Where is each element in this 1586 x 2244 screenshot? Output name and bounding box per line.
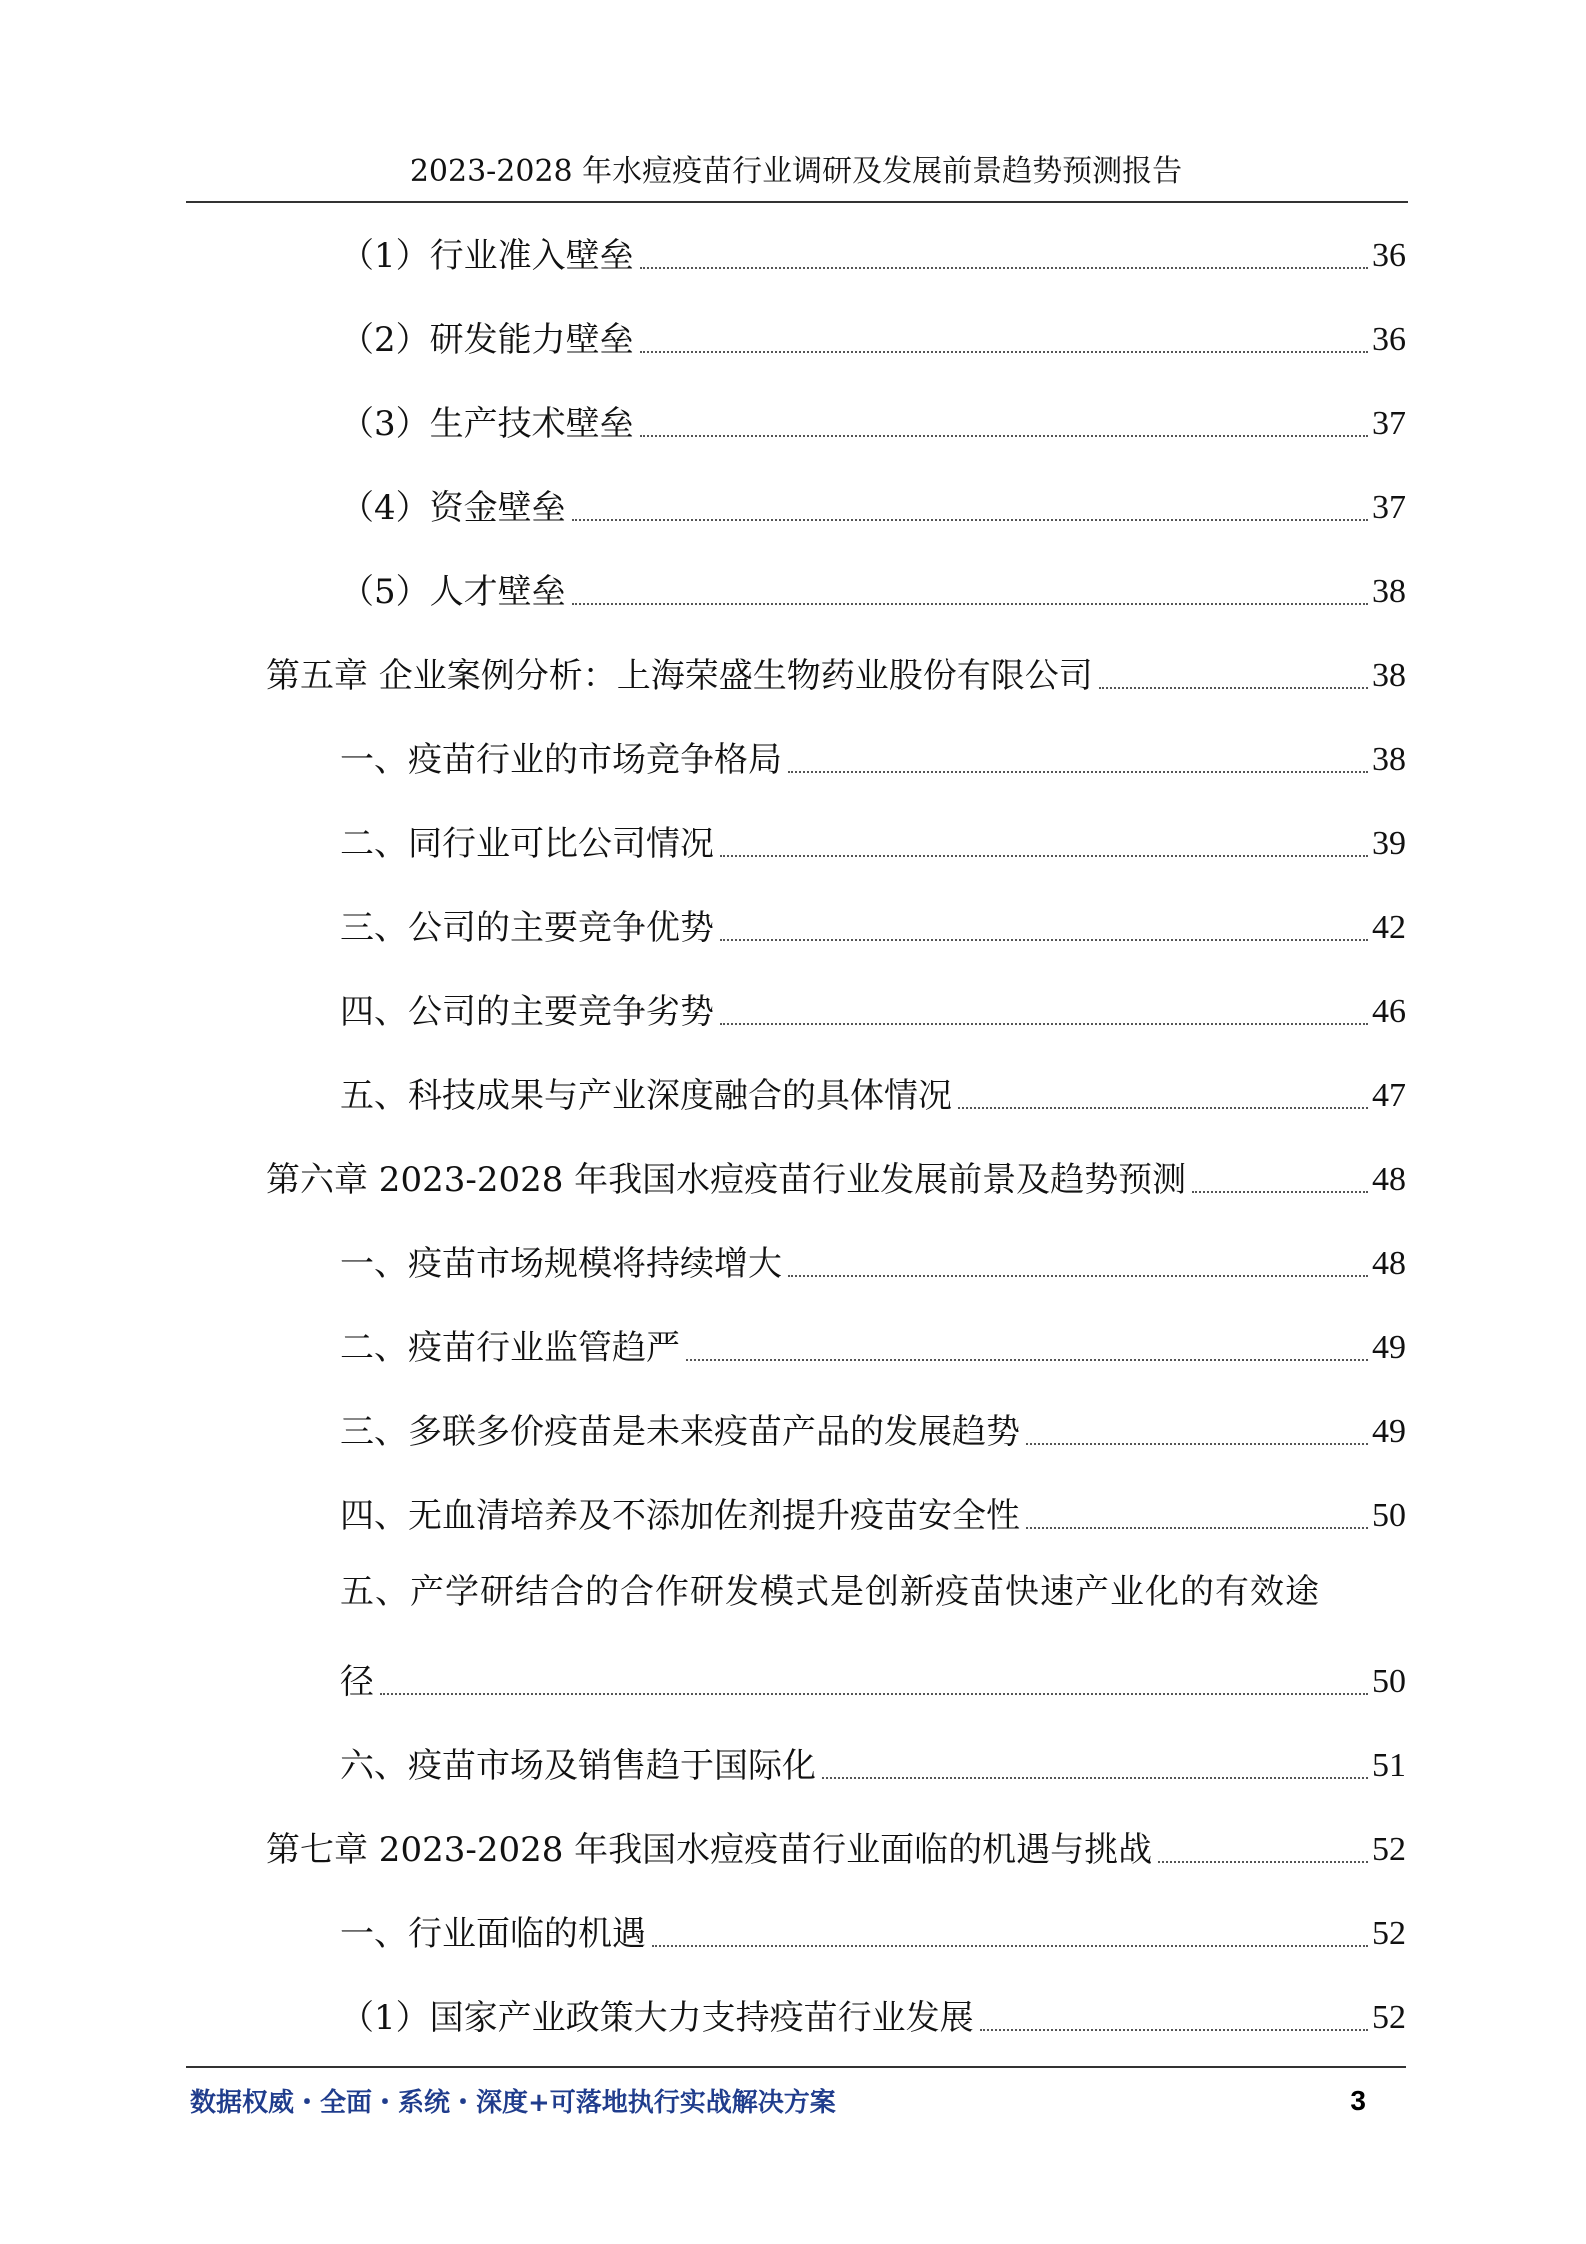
toc-dot-leader — [1192, 1191, 1368, 1193]
toc-page-number: 47 — [1372, 1077, 1406, 1114]
toc-entry[interactable] — [340, 480, 1406, 530]
toc-dot-leader — [572, 603, 1368, 605]
toc-page-number: 37 — [1372, 489, 1406, 526]
toc-entry[interactable] — [340, 1488, 1406, 1538]
toc-page-number: 37 — [1372, 405, 1406, 442]
toc-entry-label: （3）生产技术壁垒 — [340, 404, 634, 444]
toc-entry[interactable] — [340, 1990, 1406, 2040]
toc-entry[interactable] — [340, 312, 1406, 362]
toc-page-number: 38 — [1372, 741, 1406, 778]
toc-entry-label: 四、无血清培养及不添加佐剂提升疫苗安全性 — [340, 1496, 1020, 1536]
toc-page-number: 38 — [1372, 657, 1406, 694]
toc-entry-label: （1）行业准入壁垒 — [340, 236, 634, 276]
toc-page-number: 50 — [1372, 1497, 1406, 1534]
toc-chapter-entry[interactable] — [266, 1152, 1406, 1202]
toc-entry-continuation[interactable] — [340, 1654, 1406, 1704]
toc-entry[interactable] — [340, 1068, 1406, 1118]
toc-page-number: 49 — [1372, 1413, 1406, 1450]
footer-divider — [186, 2066, 1406, 2068]
toc-entry-label: （2）研发能力壁垒 — [340, 320, 634, 360]
toc-entry-label: 五、产学研结合的合作研发模式是创新疫苗快速产业化的有效途 — [340, 1572, 1320, 1612]
toc-page-number: 51 — [1372, 1747, 1406, 1784]
toc-page-number: 52 — [1372, 1999, 1406, 2036]
toc-entry[interactable] — [340, 1738, 1406, 1788]
toc-dot-leader — [686, 1359, 1368, 1361]
toc-dot-leader — [1026, 1527, 1368, 1529]
toc-entry-label: 第七章 2023-2028 年我国水痘疫苗行业面临的机遇与挑战 — [266, 1830, 1153, 1870]
toc-dot-leader — [640, 435, 1368, 437]
toc-page-number: 52 — [1372, 1831, 1406, 1868]
toc-entry[interactable] — [340, 228, 1406, 278]
toc-dot-leader — [720, 939, 1368, 941]
toc-dot-leader — [1099, 687, 1368, 689]
toc-entry[interactable] — [340, 1236, 1406, 1286]
toc-dot-leader — [788, 1275, 1368, 1277]
toc-page-number: 48 — [1372, 1245, 1406, 1282]
toc-entry-label: 第五章 企业案例分析：上海荣盛生物药业股份有限公司 — [266, 656, 1093, 696]
toc-dot-leader — [1158, 1861, 1368, 1863]
toc-page-number: 48 — [1372, 1161, 1406, 1198]
toc-entry[interactable] — [340, 816, 1406, 866]
toc-entry-label: 径 — [340, 1662, 374, 1702]
toc-entry-label: 三、公司的主要竞争优势 — [340, 908, 714, 948]
toc-entry[interactable] — [340, 1320, 1406, 1370]
toc-entry-label: 第六章 2023-2028 年我国水痘疫苗行业发展前景及趋势预测 — [266, 1160, 1187, 1200]
toc-dot-leader — [640, 267, 1368, 269]
toc-entry-label: （1）国家产业政策大力支持疫苗行业发展 — [340, 1998, 974, 2038]
toc-entry-label: （5）人才壁垒 — [340, 572, 566, 612]
toc-entry-label: 五、科技成果与产业深度融合的具体情况 — [340, 1076, 952, 1116]
toc-entry[interactable] — [340, 732, 1406, 782]
toc-dot-leader — [720, 1023, 1368, 1025]
toc-dot-leader — [572, 519, 1368, 521]
toc-dot-leader — [958, 1107, 1368, 1109]
toc-entry[interactable] — [340, 564, 1406, 614]
toc-dot-leader — [1026, 1443, 1368, 1445]
toc-entry-label: 三、多联多价疫苗是未来疫苗产品的发展趋势 — [340, 1412, 1020, 1452]
toc-entry[interactable] — [340, 1906, 1406, 1956]
document-title: 2023-2028 年水痘疫苗行业调研及发展前景趋势预测报告 — [409, 154, 1183, 189]
toc-dot-leader — [652, 1945, 1368, 1947]
toc-chapter-entry[interactable] — [266, 1822, 1406, 1872]
toc-page-number: 50 — [1372, 1663, 1406, 1700]
toc-page-number: 39 — [1372, 825, 1406, 862]
toc-page-number: 38 — [1372, 573, 1406, 610]
toc-page-number: 46 — [1372, 993, 1406, 1030]
toc-dot-leader — [380, 1693, 1368, 1695]
toc-entry-label: 四、公司的主要竞争劣势 — [340, 992, 714, 1032]
toc-dot-leader — [980, 2029, 1368, 2031]
toc-dot-leader — [788, 771, 1368, 773]
page-number: 3 — [1350, 2085, 1366, 2116]
toc-entry-label: 六、疫苗市场及销售趋于国际化 — [340, 1746, 816, 1786]
toc-dot-leader — [640, 351, 1368, 353]
toc-entry-label: 一、疫苗市场规模将持续增大 — [340, 1244, 782, 1284]
toc-page-number: 42 — [1372, 909, 1406, 946]
toc-page-number: 52 — [1372, 1915, 1406, 1952]
toc-entry-label: （4）资金壁垒 — [340, 488, 566, 528]
footer-slogan: 数据权威・全面・系统・深度+可落地执行实战解决方案 — [190, 2088, 836, 2118]
toc-dot-leader — [720, 855, 1368, 857]
toc-entry-label: 二、疫苗行业监管趋严 — [340, 1328, 680, 1368]
toc-entry[interactable] — [340, 1404, 1406, 1454]
toc-page-number: 49 — [1372, 1329, 1406, 1366]
toc-page-number: 36 — [1372, 321, 1406, 358]
toc-entry[interactable] — [340, 396, 1406, 446]
toc-entry[interactable] — [340, 984, 1406, 1034]
toc-page-number: 36 — [1372, 237, 1406, 274]
toc-entry-wrapped-line[interactable] — [340, 1570, 1406, 1620]
toc-entry-label: 一、疫苗行业的市场竞争格局 — [340, 740, 782, 780]
toc-entry-label: 二、同行业可比公司情况 — [340, 824, 714, 864]
toc-entry[interactable] — [340, 900, 1406, 950]
toc-dot-leader — [822, 1777, 1368, 1779]
toc-entry-label: 一、行业面临的机遇 — [340, 1914, 646, 1954]
toc-chapter-entry[interactable] — [266, 648, 1406, 698]
